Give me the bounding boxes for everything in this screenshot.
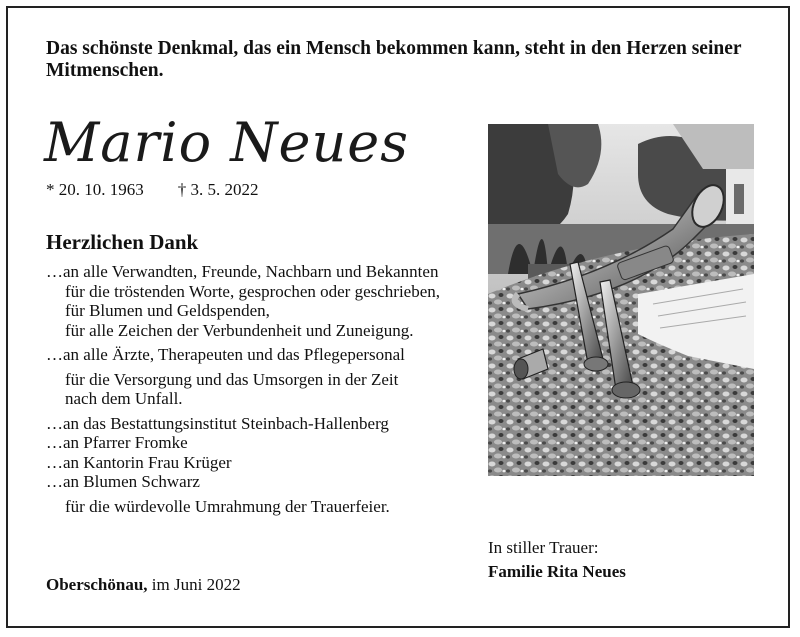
place-date	[46, 575, 241, 595]
life-dates	[46, 180, 259, 200]
birth-date: * 20. 10. 1963	[46, 180, 144, 199]
thanks-line: …an Blumen Schwarz	[46, 472, 200, 491]
thanks-list	[46, 262, 440, 516]
thanks-line: für die würdevolle Umrahmung der Trauerfeier.	[65, 496, 390, 516]
thanks-line: …an alle Verwandten, Freunde, Nachbarn und Bekannten	[46, 262, 439, 281]
thanks-line: für die Versorgung und das Umsorgen in der Zeit	[65, 369, 399, 389]
thanks-heading: Herzlichen Dank	[46, 230, 199, 254]
trumpet-photo	[488, 124, 754, 476]
thanks-line: für alle Zeichen der Verbundenheit und Zuneigung.	[65, 320, 414, 340]
thanks-line: …an alle Ärzte, Therapeuten und das Pflegepersonal	[46, 345, 405, 364]
notice-date: im Juni 2022	[151, 575, 241, 594]
thanks-line: nach dem Unfall.	[65, 389, 183, 408]
thanks-line: für die tröstenden Worte, gesprochen oder geschrieben,	[65, 281, 441, 301]
family-signature: Familie Rita Neues	[488, 562, 626, 581]
motto-quote: Das schönste Denkmal, das ein Mensch bekommen kann, steht in den Herzen seiner Mitmenschen.	[46, 38, 742, 81]
deceased-name: Mario Neues	[44, 111, 409, 174]
death-date: † 3. 5. 2022	[177, 180, 259, 199]
thanks-line: für Blumen und Geldspenden,	[65, 301, 270, 320]
thanks-line: …an Pfarrer Fromke	[46, 433, 188, 452]
place-name: Oberschönau,	[46, 575, 148, 594]
mourning-label: In stiller Trauer:	[488, 538, 599, 557]
thanks-line: …an das Bestattungsinstitut Steinbach-Hallenberg	[46, 413, 389, 433]
thanks-line: …an Kantorin Frau Krüger	[46, 452, 232, 472]
